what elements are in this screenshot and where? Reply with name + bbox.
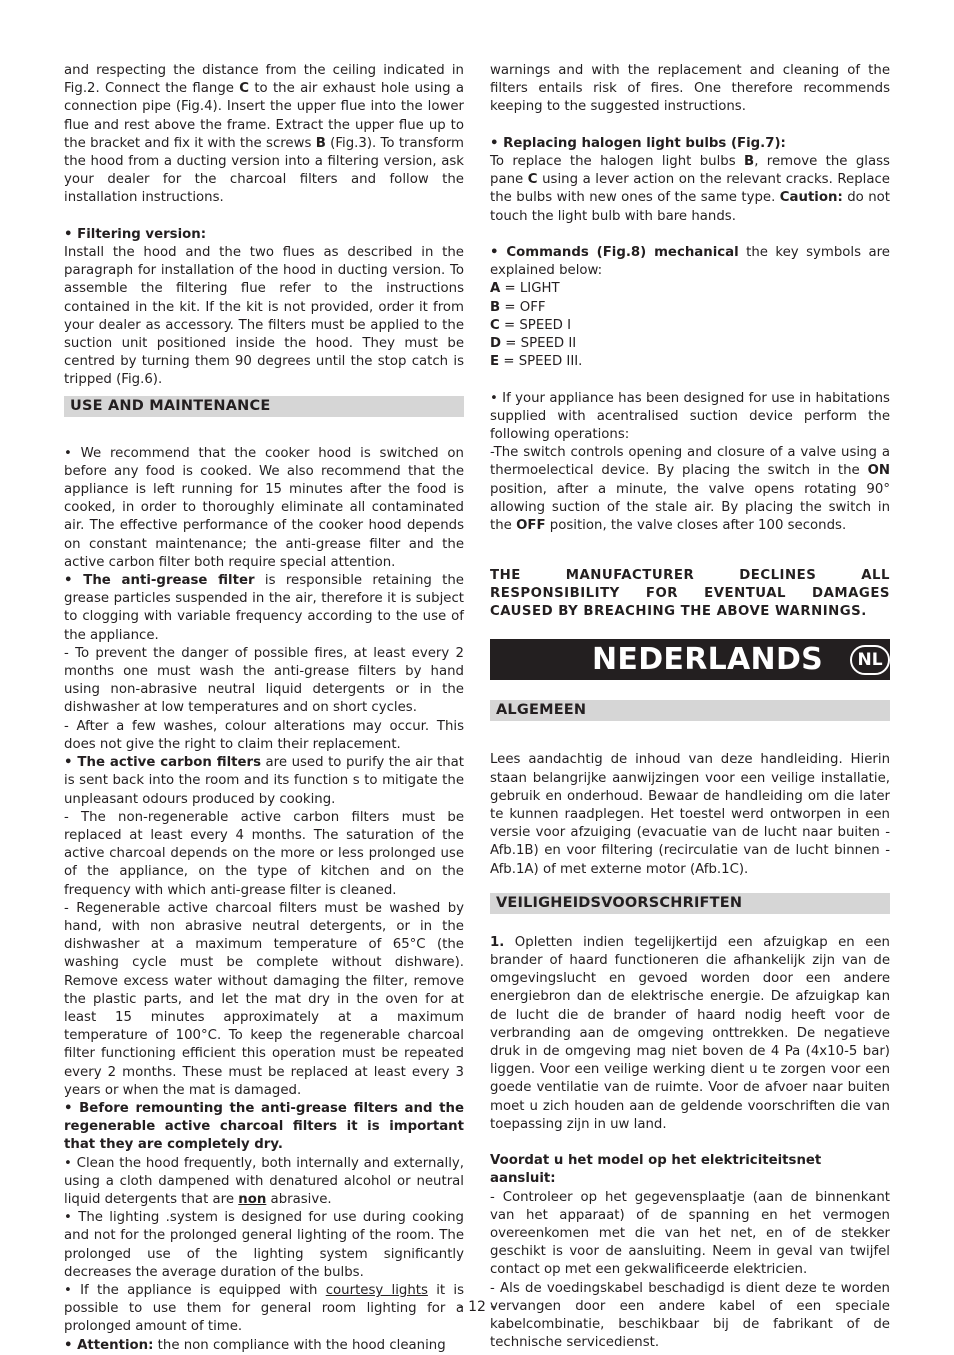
valve-switch-paragraph: -The switch controls opening and closure of a valve using a thermoelectical device. By placing the switch in the ON position, after a minute, the valve opens rotating 90° allowing suction of the stale air. By placing the switch in the OFF position, the valve closes after 100 seconds.	[490, 445, 890, 534]
filtering-version-heading: • Filtering version:	[64, 226, 207, 242]
lighting-system-paragraph: • The lighting .system is designed for use during cooking and not for the prolonged general lighting of the room. The prolonged use of the lighting system significantly decreases the average duration of the bulbs.	[64, 1210, 464, 1280]
algemeen-paragraph: Lees aandachtig de inhoud van deze handleiding. Hierin staan belangrijke aanwijzingen voor een veilige installatie, gebruik en onderhoud. Bewaar de handleiding om die later te kunnen raadplegen. Het toestel werd ontworpen in een versie voor afzuiging (evacuatie van de lucht naar buiten - Afb.1B) en voor filtering (recirculatie van de lucht binnen - Afb.1A) of met externe motor (Afb.1C).	[490, 752, 890, 877]
voordat-paragraph-1: - Controleer op het gegevensplaatje (aan de binnenkant van het apparaat) of de spanning en het vermogen overeenkomen met die van het net, en of de stekker geschikt is voor de aansluiting. Neem in geval van twijfel contact op met een gekwalificeerde elektricien.	[490, 1189, 890, 1278]
right-column	[490, 62, 890, 1352]
manufacturer-disclaimer: THE MANUFACTURER DECLINES ALL RESPONSIBILITY FOR EVENTUAL DAMAGES CAUSED BY BREACHING THE ABOVE WARNINGS.	[490, 567, 890, 620]
key-symbol-d: D = SPEED II	[490, 336, 577, 352]
page-number: - 12 -	[458, 1299, 496, 1315]
non-regenerable-paragraph: - The non-regenerable active carbon filters must be replaced at least every 4 months. The saturation of the active charcoal depends on the more or less prolonged use of the appliance, on the type of kitchen and on the frequency with which anti-grease filter is cleaned.	[64, 809, 464, 898]
use-maintenance-heading: USE AND MAINTENANCE	[64, 396, 464, 417]
voordat-paragraph-2: - Als de voedingskabel beschadigd is dient deze te worden vervangen door een andere kabel of een speciale kabelcombinatie, beschikbaar bij de fabrikant of de technische servicedienst.	[490, 1280, 890, 1351]
fire-danger-paragraph: - To prevent the danger of possible fires, at least every 2 months one must wash the anti-grease filters by hand using non-abrasive neutral liquid detergents or in the dishwasher at low temperatures and on short cycles.	[64, 645, 464, 716]
clean-hood-paragraph: • Clean the hood frequently, both internally and externally, using a cloth dampened with denatured alcohol or neutral liquid detergents that are non abrasive.	[64, 1155, 464, 1207]
ducting-installation-text: and respecting the distance from the ceiling indicated in Fig.2. Connect the flange C to the air exhaust hole using a connection pipe (Fig.4). Insert the upper flue into the lower flue and rest above the frame. Extract the upper flue up to the bracket and fix it with the screws B (Fig.3). To transform the hood from a ducting version into a filtering version, ask your dealer for the charcoal filters and follow the installation instructions.	[64, 63, 465, 206]
recommend-paragraph: • We recommend that the cooker hood is switched on before any food is cooked. We also recommend that the appliance is left running for 15 minutes after the food is cooked, in order to thoroughly eliminate all contaminated air. The effective performance of the cooker hood depends on constant maintenance; the anti-grease filter and the active carbon filter both require special attention.	[64, 445, 464, 570]
anti-grease-paragraph: • The anti-grease filter is responsible retaining the grease particles suspended in the air, therefore it is subject to clogging with variable frequency according to the use of the appliance.	[64, 573, 464, 643]
veiligheid-heading: VEILIGHEIDSVOORSCHRIFTEN	[490, 893, 890, 914]
key-symbol-e: E = SPEED III.	[490, 354, 583, 370]
halogen-paragraph: To replace the halogen light bulbs B, remove the glass pane C using a lever action on the relevant cracks. Replace the bulbs with new ones of the same type. Caution: do not touch the light bulb with bare hands.	[490, 154, 890, 224]
voordat-heading: Voordat u het model op het elektriciteitsnet aansluit:	[490, 1153, 822, 1187]
courtesy-lights-paragraph: • If the appliance is equipped with courtesy lights it is possible to use them for general room lighting for a prolonged amount of time.	[64, 1282, 465, 1335]
filtering-version-text: Install the hood and the two flues as described in the paragraph for installation of the hood in ducting version. To assemble the filtering flue refer to the instructions contained in the kit. If the kit is not provided, order it from your dealer as accessory. The filters must be applied to the suction unit positioned inside the hood. They must be centred by turning them 90 degrees until the stop catch is tripped (Fig.6).	[64, 245, 464, 388]
left-column	[64, 62, 464, 1355]
language-banner	[490, 639, 890, 680]
centralised-suction-paragraph: • If your appliance has been designed for use in habitations supplied with acentralised suction device perform the following operations:	[490, 390, 890, 443]
key-symbol-c: C = SPEED I	[490, 317, 572, 333]
halogen-heading: • Replacing halogen light bulbs (Fig.7):	[490, 135, 786, 151]
before-remounting-paragraph: • Before remounting the anti-grease filters and the regenerable active charcoal filters it is important that they are completely dry.	[64, 1100, 464, 1153]
language-code-badge: NL	[850, 645, 890, 675]
regenerable-paragraph: - Regenerable active charcoal filters must be washed by hand, with non abrasive neutral detergents, or in the dishwasher at a maximum temperature of 65°C (the washing cycle must be complete without dishware). Remove excess water without damaging the filter, remove the plastic parts, and let the mat dry in the oven for at least 15 minutes approximately at a maximum temperature of 100°C. To keep the regenerable charcoal filter functioning efficient this operation must be repeated every 2 months. These must be replaced at least every 3 years or when the mat is damaged.	[64, 900, 464, 1098]
key-symbol-b: B = OFF	[490, 299, 546, 315]
warnings-paragraph: warnings and with the replacement and cleaning of the filters entails risk of fires. One therefore recommends keeping to the suggested instructions.	[490, 63, 890, 115]
colour-alteration-paragraph: - After a few washes, colour alterations may occur. This does not give the right to claim their replacement.	[64, 718, 464, 752]
veiligheid-paragraph: 1. Opletten indien tegelijkertijd een afzuigkap en een brander of haard functioneren die afhankelijk zijn van de omgevingslucht en gevoed worden door een andere energiebron dan de elektrische energie. De afzuigkap kan de lucht die de brander of haard nodig heeft voor de verbranding aan de omgeving onttrekken. De negatieve druk in de omgeving mag niet boven de 4 Pa (4x10-5 bar) liggen. Voor een veilige werking dient u te zorgen voor een goede ventilatie van de ruimte. Voor de afvoer naar buiten moet u zich houden aan de geldende voorschriften die van toepassing zijn in uw land.	[490, 934, 890, 1132]
commands-paragraph: • Commands (Fig.8) mechanical the key symbols are explained below:	[490, 245, 890, 279]
carbon-filter-paragraph: • The active carbon filters are used to purify the air that is sent back into the room and its function s to mitigate the unpleasant odours produced by cooking.	[64, 755, 464, 807]
attention-paragraph: • Attention: the non compliance with the hood cleaning	[64, 1337, 446, 1353]
language-title: NEDERLANDS	[592, 641, 824, 677]
key-symbol-a: A = LIGHT	[490, 281, 560, 297]
algemeen-heading: ALGEMEEN	[490, 700, 890, 721]
